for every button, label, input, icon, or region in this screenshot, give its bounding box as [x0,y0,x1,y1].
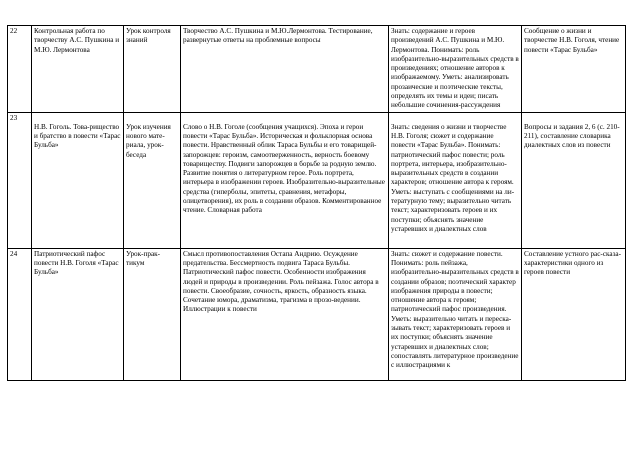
lesson-topic-cell [32,26,124,113]
lesson-plan-sheet [7,25,625,381]
table-row [8,112,626,248]
lesson-topic: Патриотический пафос повести Н.В. Гоголя «Тарас Бульба» [34,249,119,277]
lesson-type-cell [124,112,181,248]
lesson-homework: Составление устного рас-сказа-характеристики одного из героев повести [524,249,622,277]
lesson-content-cell [181,248,389,380]
lesson-topic-cell [32,112,124,248]
table-row [8,248,626,380]
lesson-homework-cell [522,248,626,380]
lesson-content-cell [181,26,389,113]
lesson-number-cell [8,248,32,380]
lesson-content: Творчество А.С. Пушкина и М.Ю.Лермонтова. Тестирование, развернутые ответы на проблемные вопросы [183,27,373,45]
lesson-type-cell [124,26,181,113]
lesson-homework-cell [522,112,626,248]
lesson-type-cell [124,248,181,380]
lesson-topic: Контрольная работа по творчеству А.С. Пушкина и М.Ю. Лермонтова [34,27,120,54]
lesson-type: Урок контроля знаний [126,27,171,45]
table-row [8,26,626,113]
lesson-plan-table [7,25,626,381]
lesson-requirements: Знать: содержание и героев произведений А.С. Пушкина и М.Ю. Лермонтова. Понимать: роль изобразительно-выразительных средств в произведениях; отношение авторов к изображаемому. Уметь: анализировать прозаические и поэтические тексты, определять их темы и идеи; писать небольшие сочинения-рассуждения [391,27,519,110]
lesson-homework: Вопросы и задания 2, 6 (с. 210-211), составление словарика диалектных слов из повести [524,122,620,150]
lesson-content: Смысл противопоставления Остапа Андрию. Осуждение предательства. Бессмертность подвига Тараса Бульбы. Патриотический пафос повести. Особенности изображения людей и природы в произведении. Роль пейзажа. Голос автора в повести. Своеобразие, сочность, яркость, образность языка. Сочетание юмора, драматизма, трагизма в прозо-ведении. Иллюстрации к повести [183,249,379,314]
lesson-topic-cell [32,248,124,380]
lesson-requirements: Знать: сведения о жизни и творчестве Н.В. Гоголя; сюжет и содержание повести «Тарас Бульба». Понимать: патриотический пафос повести; роль портрета, интерьера, изобразительно-выразительных средств в создании характеров; отношение автора к героям. Уметь: выступать с сообщениями на ли-тературную тему; выразительно читать текст; характеризовать героев и их поступки; объяснять значение устаревших и диалектных слов [391,122,515,233]
lesson-homework: Сообщение о жизни и творчестве Н.В. Гоголя, чтение повести «Тарас Бульба» [524,27,620,54]
lesson-number-cell [8,26,32,113]
lesson-type: Урок изучения нового мате-риала, урок-беседа [126,122,171,159]
lesson-content-cell [181,112,389,248]
lesson-number: 24 [10,249,18,258]
lesson-requirements-cell [389,248,522,380]
lesson-content: Слово о Н.В. Гоголе (сообщения учащихся). Эпоха и герои повести «Тарас Бульба». Историческая и фольклорная основа повести. Нравственный облик Тараса Бульбы и его товарищей-запорожцев: героизм, самоотверженность, верность боевому товариществу. Подвиги запорожцев в борьбе за родную землю. Развитие понятия о литературном герое. Роль портрета, интерьера в изображении героев. Изобразительно-выразительные средства (гиперболы, эпитеты, сравнения, метафоры, олицетворения), их роль в создании образов. Комментированное чтение. Словарная работа [183,122,385,215]
lesson-number: 23 [10,113,18,122]
lesson-number: 22 [10,27,18,35]
lesson-number-cell [8,112,32,248]
lesson-homework-cell [522,26,626,113]
lesson-type: Урок-прак-тикум [126,249,161,267]
lesson-topic: Н.В. Гоголь. Това-рищество и братство в повести «Тарас Бульба» [34,122,121,150]
lesson-requirements: Знать: сюжет и содержание повести. Понимать: роль пейзажа, изобразительно-выразительных средств в создании образов; поэтический характер изображения природы в повести; отношение автора к героям; патриотический пафос произведения. Уметь: выразительно читать и переска-зывать текст; характеризовать героев и их поступки; объяснять значение устаревших и диалектных слов; сопоставлять литературное произведение с иллюстрациями к [391,249,519,370]
lesson-requirements-cell [389,26,522,113]
lesson-requirements-cell [389,112,522,248]
